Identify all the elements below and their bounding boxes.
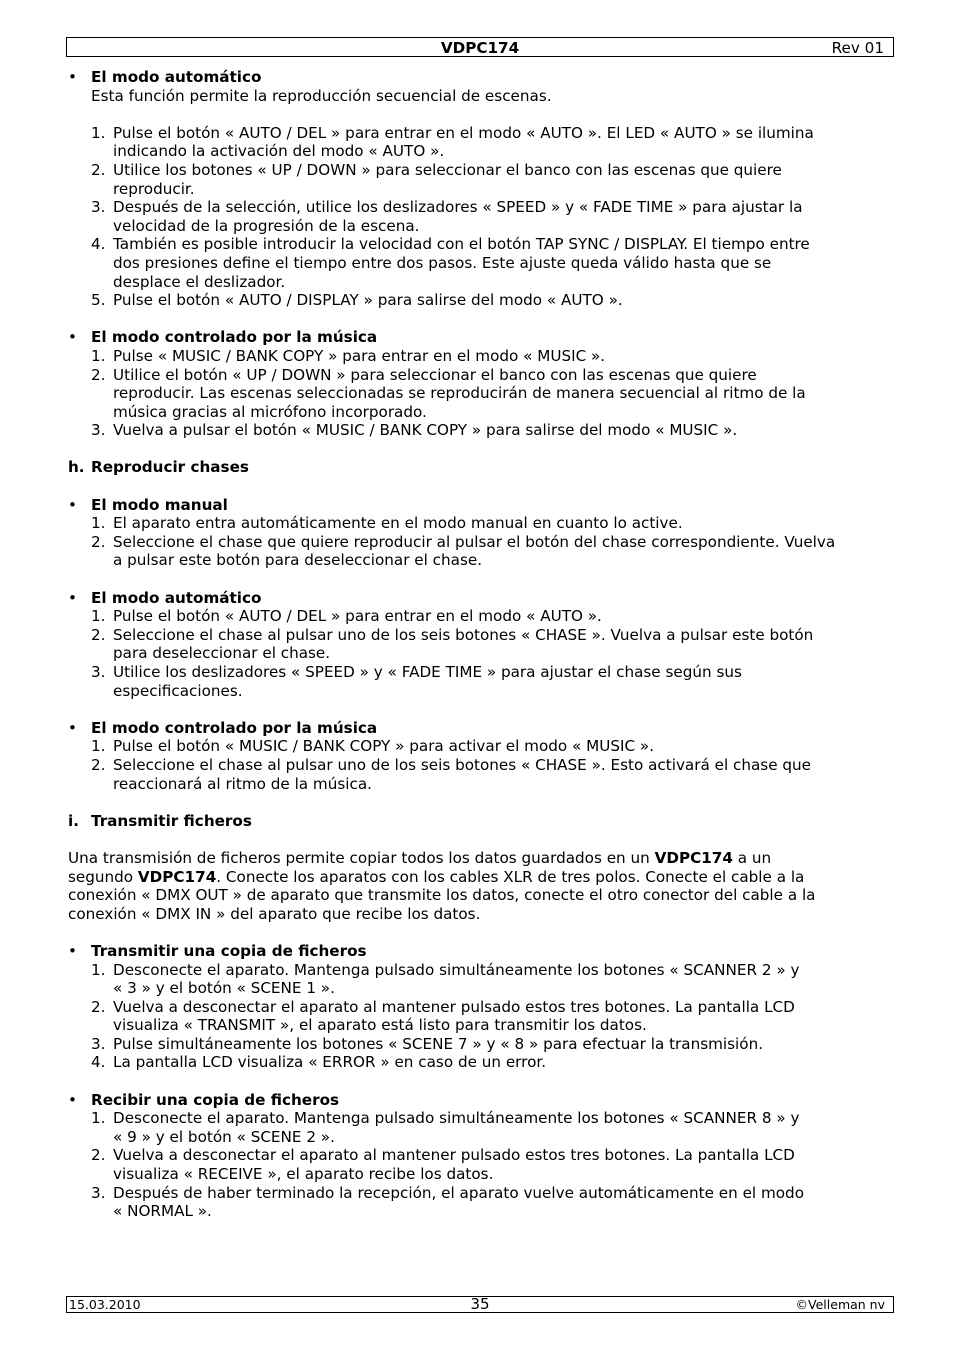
- auto-chases-steps: [68, 607, 883, 700]
- list-number: 1.: [91, 1109, 106, 1128]
- list-item: [68, 291, 883, 310]
- list-item-line: La pantalla LCD visualiza « ERROR » en caso de un error.: [113, 1053, 547, 1072]
- list-item-line: El aparato entra automáticamente en el modo manual en cuanto lo active.: [113, 514, 683, 533]
- list-number: 3.: [91, 663, 106, 681]
- list-item: [68, 347, 883, 366]
- section-heading-h: h. Reproducir chases: [68, 458, 249, 477]
- bullet-heading-manual: • El modo manual: [68, 495, 228, 514]
- list-item-line: Vuelva a desconectar el aparato al mantener pulsado estos tres botones. La pantalla LCD: [113, 997, 795, 1016]
- list-item-line: Pulse « MUSIC / BANK COPY » para entrar en el modo « MUSIC ».: [113, 346, 606, 365]
- receive-copy-steps: [68, 1109, 883, 1221]
- list-number: 2.: [91, 997, 106, 1016]
- list-number: 4.: [91, 235, 106, 254]
- list-item: [68, 198, 883, 235]
- list-item: [68, 421, 883, 440]
- page-footer: [66, 1296, 894, 1313]
- list-item-line: a pulsar este botón para deseleccionar el chase.: [113, 551, 483, 570]
- footer-date: 15.03.2010: [69, 1297, 141, 1312]
- list-number: 4.: [91, 1053, 106, 1072]
- list-item-line: Después de haber terminado la recepción, el aparato vuelve automáticamente en el modo: [113, 1183, 804, 1202]
- list-item-line: Desconecte el aparato. Mantenga pulsado simultáneamente los botones « SCANNER 2 » y: [113, 960, 800, 979]
- list-item: [68, 756, 883, 793]
- list-item-line: reaccionará al ritmo de la música.: [113, 774, 372, 793]
- list-item-line: desplace el deslizador.: [113, 272, 286, 291]
- list-item-line: Pulse el botón « MUSIC / BANK COPY » para activar el modo « MUSIC ».: [113, 737, 655, 756]
- list-item-line: para deseleccionar el chase.: [113, 644, 331, 663]
- list-number: 1.: [91, 123, 106, 142]
- bullet-heading-auto-scenes: • El modo automático: [68, 68, 262, 86]
- list-item: [68, 533, 883, 570]
- list-number: 1.: [91, 346, 106, 365]
- list-item: [68, 1109, 883, 1146]
- list-item-line: velocidad de la progresión de la escena.: [113, 216, 420, 235]
- list-item-line: visualiza « TRANSMIT », el aparato está listo para transmitir los datos.: [113, 1016, 647, 1035]
- bullet-heading-music-chases: • El modo controlado por la música: [68, 718, 378, 737]
- list-number: 1.: [91, 514, 106, 533]
- list-item: [68, 235, 883, 291]
- list-item-line: Vuelva a pulsar el botón « MUSIC / BANK COPY » para salirse del modo « MUSIC ».: [113, 421, 738, 440]
- header-model: VDPC174: [440, 39, 520, 57]
- list-item-line: dos presiones define el tiempo entre dos pasos. Este ajuste queda válido hasta que se: [113, 253, 772, 272]
- list-item-line: Pulse el botón « AUTO / DEL » para entrar en el modo « AUTO ». El LED « AUTO » se ilumina: [113, 123, 814, 142]
- bullet-heading-auto-chases: • El modo automático: [68, 588, 262, 607]
- section-heading-i: i. Transmitir ficheros: [68, 811, 252, 830]
- list-item: [68, 161, 883, 198]
- list-number: 3.: [91, 421, 106, 440]
- music-scenes-steps: [68, 347, 883, 440]
- list-number: 3.: [91, 1034, 106, 1053]
- list-item-line: Vuelva a desconectar el aparato al mantener pulsado estos tres botones. La pantalla LCD: [113, 1146, 795, 1165]
- page-number: 35: [470, 1295, 490, 1313]
- list-item-line: Seleccione el chase al pulsar uno de los seis botones « CHASE ». Vuelva a pulsar este botón: [113, 625, 814, 644]
- list-number: 2.: [91, 625, 106, 644]
- list-item-line: Pulse el botón « AUTO / DISPLAY » para salirse del modo « AUTO ».: [113, 291, 623, 310]
- manual-steps: [68, 514, 883, 570]
- list-item: [68, 607, 883, 626]
- list-item: [68, 1184, 883, 1221]
- list-item-line: indicando la activación del modo « AUTO ».: [113, 142, 445, 161]
- list-item: [68, 1146, 883, 1183]
- send-copy-steps: [68, 961, 883, 1073]
- list-item-line: También es posible introducir la velocidad con el botón TAP SYNC / DISPLAY. El tiempo entre: [113, 235, 810, 254]
- list-number: 3.: [91, 1183, 106, 1202]
- list-item-line: Seleccione el chase al pulsar uno de los seis botones « CHASE ». Esto activará el chase que: [113, 755, 811, 774]
- music-chases-steps: [68, 737, 883, 793]
- list-item: [68, 998, 883, 1035]
- list-item: [68, 1053, 883, 1072]
- bullet-heading-music-scenes: • El modo controlado por la música: [68, 328, 378, 347]
- header-revision: Rev 01: [831, 39, 884, 57]
- list-item-line: Utilice los deslizadores « SPEED » y « FADE TIME » para ajustar el chase según sus: [113, 663, 742, 681]
- list-item: [68, 626, 883, 663]
- list-item: [68, 1035, 883, 1054]
- list-item-line: « 9 » y el botón « SCENE 2 ».: [113, 1127, 335, 1146]
- list-number: 1.: [91, 960, 106, 979]
- list-item: [68, 514, 883, 533]
- list-item-line: especificaciones.: [113, 681, 243, 700]
- list-item-line: Pulse simultáneamente los botones « SCENE 7 » y « 8 » para efectuar la transmisión.: [113, 1034, 764, 1053]
- list-item: [68, 663, 883, 700]
- list-item-line: Desconecte el aparato. Mantenga pulsado simultáneamente los botones « SCANNER 8 » y: [113, 1109, 800, 1128]
- list-item-line: Utilice los botones « UP / DOWN » para seleccionar el banco con las escenas que quiere: [113, 160, 782, 179]
- list-item-line: reproducir. Las escenas seleccionadas se reproducirán de manera secuencial al ritmo de la: [113, 384, 806, 403]
- list-item: [68, 961, 883, 998]
- list-item-line: reproducir.: [113, 179, 195, 198]
- list-number: 2.: [91, 532, 106, 551]
- auto-scenes-steps: [68, 124, 883, 310]
- list-item-line: música gracias al micrófono incorporado.: [113, 402, 427, 421]
- list-number: 1.: [91, 737, 106, 756]
- list-number: 2.: [91, 755, 106, 774]
- document-body: [68, 68, 883, 1221]
- list-item-line: « NORMAL ».: [113, 1202, 212, 1221]
- list-item-line: Después de la selección, utilice los deslizadores « SPEED » y « FADE TIME » para ajustar la: [113, 198, 803, 217]
- list-item-line: Utilice el botón « UP / DOWN » para seleccionar el banco con las escenas que quiere: [113, 365, 757, 384]
- footer-copyright: ©Velleman nv: [795, 1297, 885, 1312]
- list-item-line: Pulse el botón « AUTO / DEL » para entrar en el modo « AUTO ».: [113, 607, 602, 626]
- list-item-line: « 3 » y el botón « SCENE 1 ».: [113, 979, 335, 998]
- list-item-line: visualiza « RECEIVE », el aparato recibe los datos.: [113, 1165, 494, 1184]
- page-header: [66, 37, 894, 57]
- list-number: 1.: [91, 607, 106, 626]
- transfer-paragraph: Una transmisión de ficheros permite copiar todos los datos guardados en un VDPC174 a un segundo VDPC174. Conecte los aparatos con los cables XLR de tres polos. Conecte el cable a la conexión « DMX OUT » de aparato que transmite los datos, conecte el otro conector del cable a la conexión « DMX IN » del aparato que recibe los datos.: [68, 848, 816, 923]
- list-item: [68, 737, 883, 756]
- list-number: 5.: [91, 291, 106, 310]
- list-item-line: Seleccione el chase que quiere reproducir al pulsar el botón del chase correspondiente. Vuelva: [113, 532, 836, 551]
- list-number: 3.: [91, 198, 106, 217]
- list-item: [68, 124, 883, 161]
- bullet-heading-receive-copy: • Recibir una copia de ficheros: [68, 1090, 340, 1109]
- list-number: 2.: [91, 1146, 106, 1165]
- auto-scenes-intro: Esta función permite la reproducción secuencial de escenas.: [91, 86, 552, 105]
- list-item: [68, 366, 883, 422]
- list-number: 2.: [91, 160, 106, 179]
- bullet-heading-send-copy: • Transmitir una copia de ficheros: [68, 941, 367, 960]
- list-number: 2.: [91, 365, 106, 384]
